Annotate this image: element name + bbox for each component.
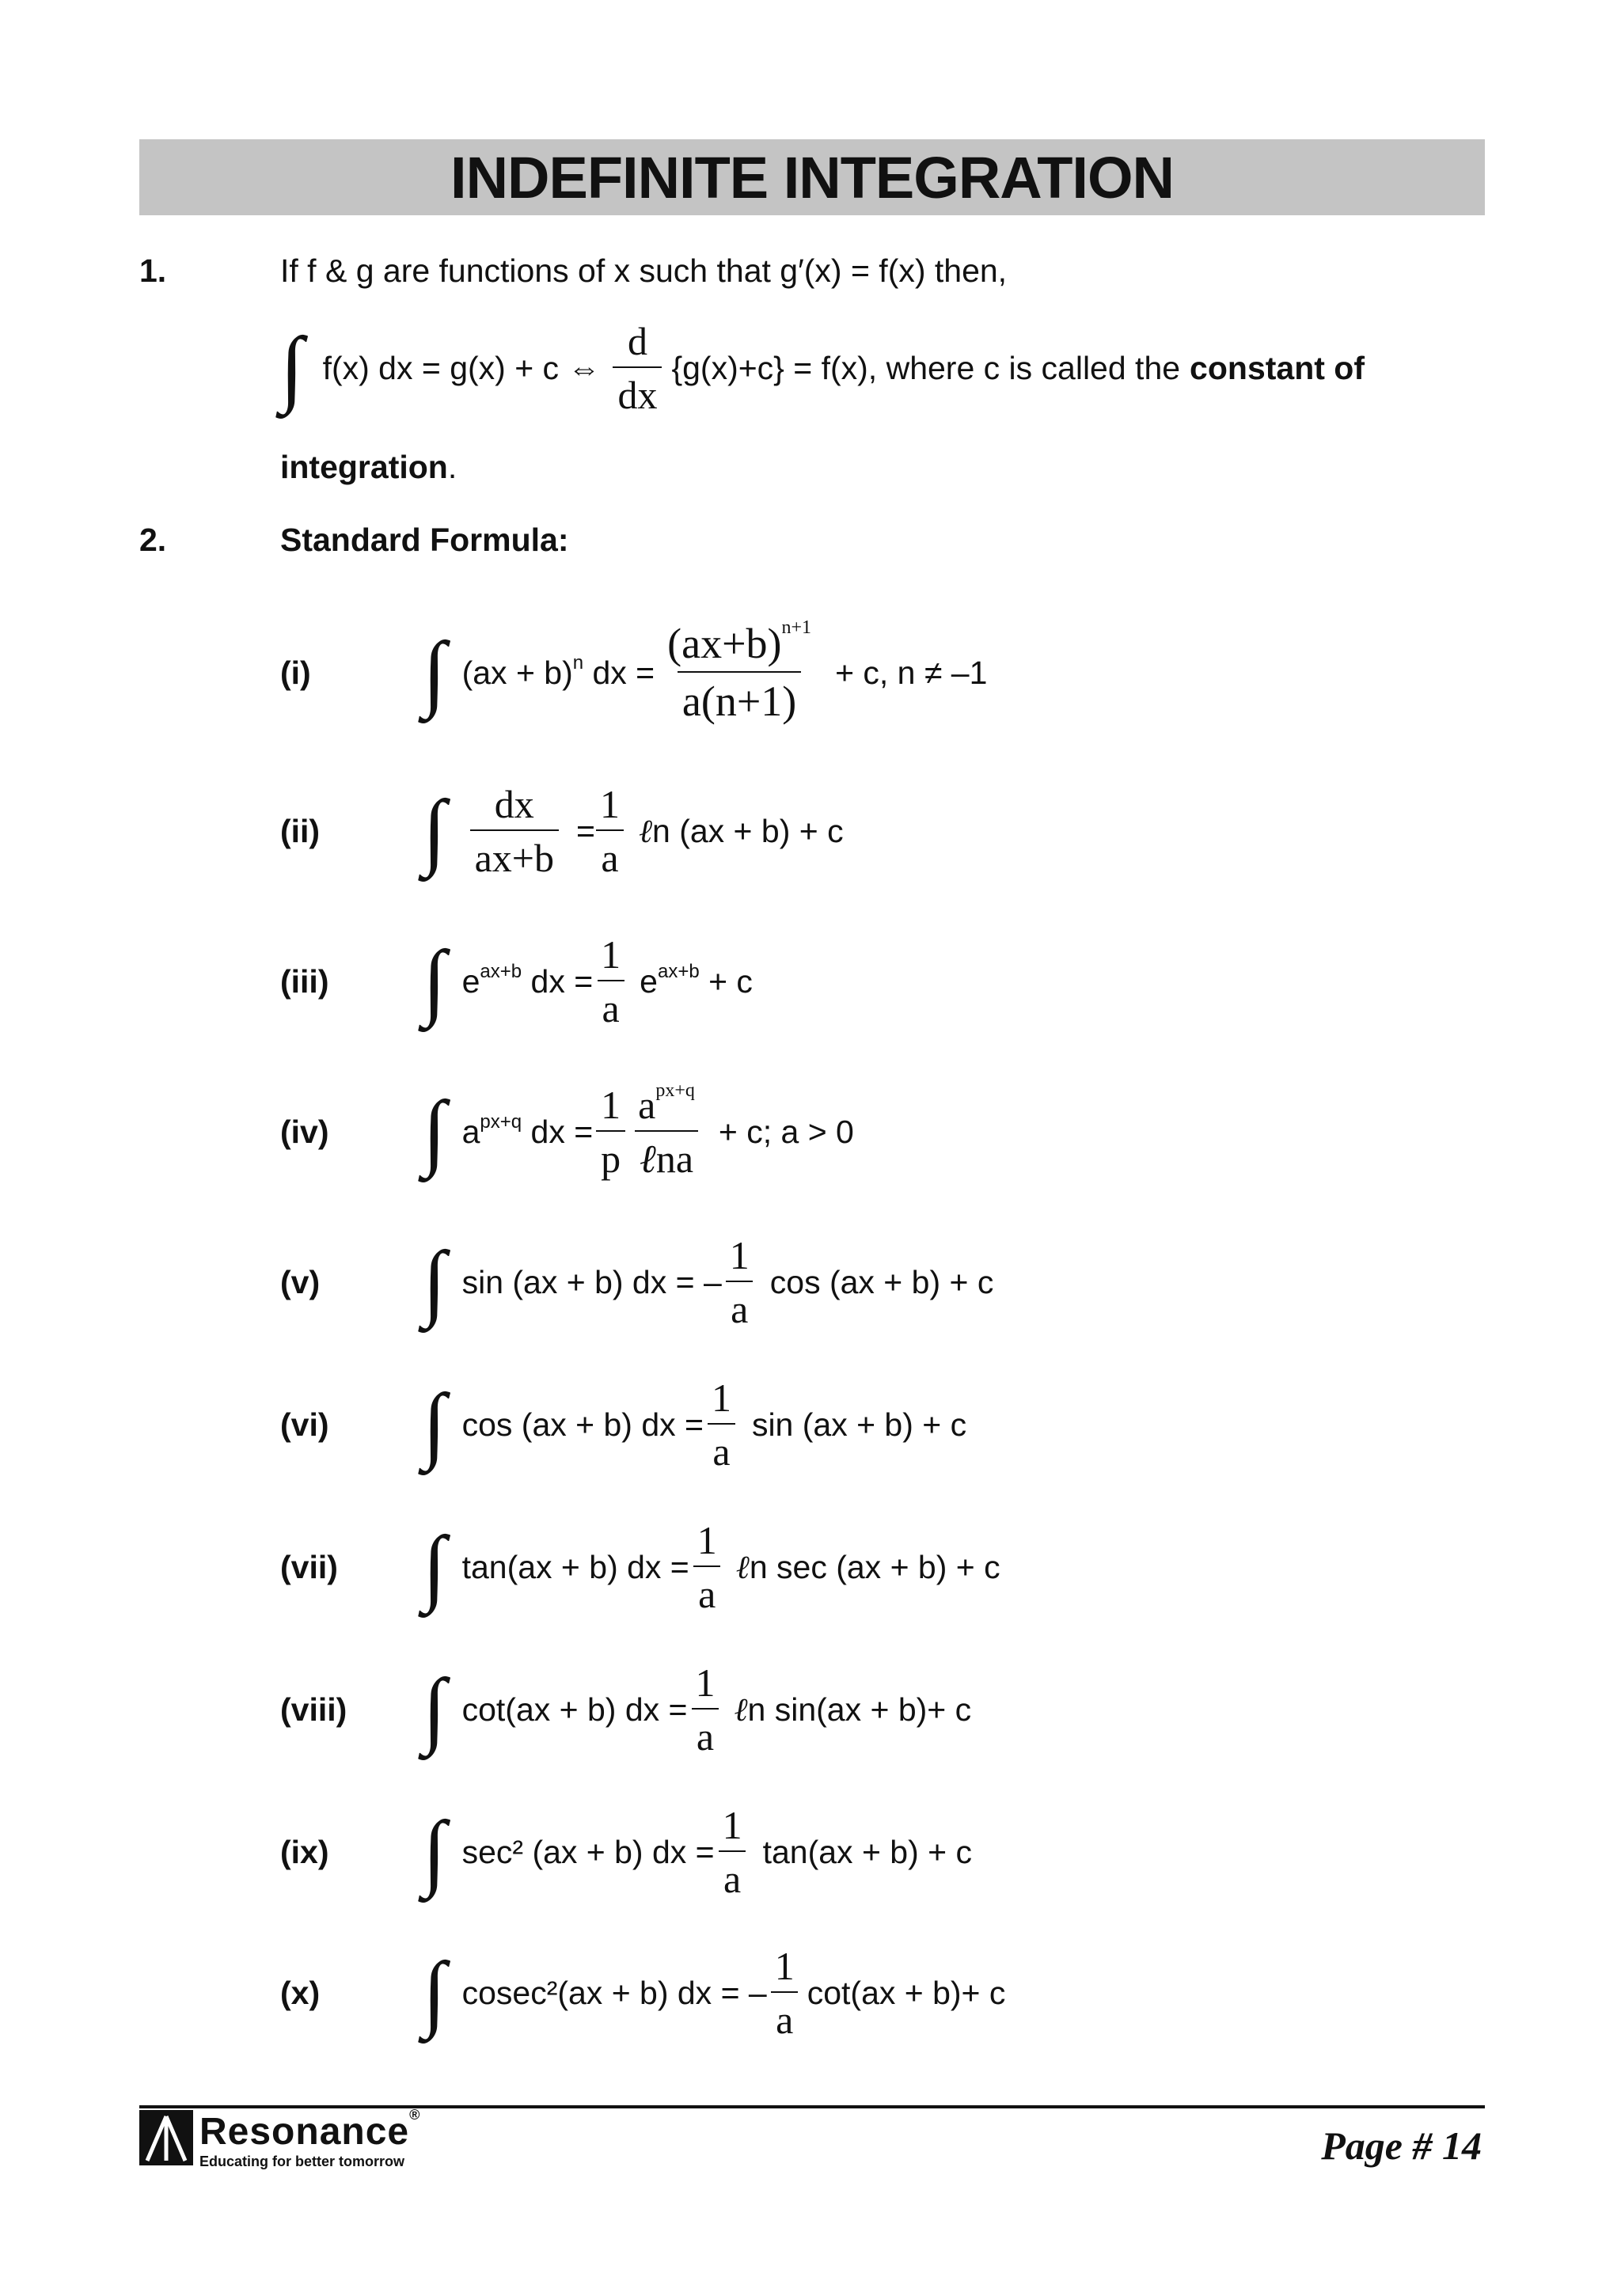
integral-icon: ∫ xyxy=(423,1805,446,1899)
fraction-denominator: p xyxy=(596,1130,625,1180)
result-fraction xyxy=(693,1517,722,1616)
fraction-numerator: 1 xyxy=(729,1232,750,1277)
formula-rhs: tan(ax + b) + c xyxy=(762,1833,972,1870)
formula-label: (v) xyxy=(280,1263,321,1300)
result-fraction xyxy=(662,617,816,725)
lhs-exponent: n xyxy=(572,651,584,674)
numerator-exponent: n+1 xyxy=(781,617,812,639)
formula-label: (vii) xyxy=(280,1548,338,1585)
formula-rhs: {g(x)+c} = f(x), where c is called the xyxy=(671,349,1181,386)
formula-row xyxy=(280,1937,1005,2048)
fraction-denominator: a xyxy=(598,980,624,1030)
footer-logo xyxy=(199,2107,421,2170)
section-1-formula xyxy=(280,318,1365,417)
rhs-base: e xyxy=(640,962,658,1000)
logo-name: Resonance xyxy=(199,2111,410,2153)
resonance-logo-icon xyxy=(139,2110,193,2165)
logo-wordmark xyxy=(199,2107,421,2154)
equals-sign: = xyxy=(575,812,595,849)
lhs-base: (ax + b) xyxy=(461,654,573,691)
formula-row xyxy=(280,1369,966,1480)
formula-bold-term: constant of xyxy=(1190,349,1365,386)
formula-lhs xyxy=(461,651,655,691)
fraction-numerator xyxy=(633,1080,700,1131)
result-fraction xyxy=(690,1662,719,1758)
formula-label: (iii) xyxy=(280,962,329,1000)
formula-lhs: cosec²(ax + b) dx = – xyxy=(461,1974,767,2011)
formula-rhs: sin (ax + b) + c xyxy=(751,1406,967,1443)
formula-lhs: cot(ax + b) dx = xyxy=(461,1691,688,1728)
numerator-exponent: px+q xyxy=(655,1080,695,1101)
section-1-intro: If f & g are functions of x such that g′(x) = f(x) then, xyxy=(280,252,1008,289)
lhs-base: e xyxy=(461,962,480,1000)
period: . xyxy=(447,449,457,485)
rhs-exponent: ax+b xyxy=(657,960,700,982)
formula-rhs: cos (ax + b) + c xyxy=(769,1263,994,1300)
fraction-denominator: a xyxy=(771,1991,798,2041)
fraction-numerator xyxy=(662,617,816,671)
formula-lhs: cos (ax + b) dx = xyxy=(461,1406,704,1443)
registered-mark: ® xyxy=(409,2107,421,2123)
formula-row xyxy=(280,1797,972,1907)
fraction-denominator: a xyxy=(708,1423,735,1473)
formula-label: (x) xyxy=(280,1974,321,2011)
result-fraction xyxy=(725,1232,754,1331)
fraction-numerator: 1 xyxy=(774,1943,795,1988)
page-title: INDEFINITE INTEGRATION xyxy=(450,144,1174,211)
integral-icon: ∫ xyxy=(423,1945,446,2040)
formula-lhs: tan(ax + b) dx = xyxy=(461,1548,689,1585)
formula-row xyxy=(280,1072,854,1191)
integrand-fraction xyxy=(470,781,559,880)
integral-icon: ∫ xyxy=(423,625,446,719)
rhs-text: n (ax + b) + c xyxy=(652,812,844,849)
ell-symbol: ℓ xyxy=(640,1137,656,1181)
fraction-denominator: ax+b xyxy=(470,829,559,879)
fraction-numerator: 1 xyxy=(711,1375,731,1420)
result-fraction xyxy=(596,1084,625,1180)
result-fraction xyxy=(596,934,625,1030)
integral-icon: ∫ xyxy=(423,934,446,1028)
fraction-denominator xyxy=(635,1130,698,1180)
formula-row xyxy=(280,926,753,1037)
denominator-text: na xyxy=(655,1137,694,1181)
footer-divider xyxy=(139,2105,1485,2108)
ell-symbol: ℓ xyxy=(638,812,653,849)
derivative-fraction xyxy=(613,318,662,417)
formula-row xyxy=(280,1512,1000,1622)
result-fraction xyxy=(718,1802,747,1901)
fraction-denominator: a xyxy=(726,1281,753,1330)
formula-rhs xyxy=(640,960,753,1000)
numerator-base: a xyxy=(638,1082,656,1127)
fraction-numerator: 1 xyxy=(601,1082,621,1127)
ell-symbol: ℓ xyxy=(735,1548,750,1585)
formula-lhs xyxy=(461,960,594,1000)
integral-icon: ∫ xyxy=(423,1520,446,1614)
formula-rhs xyxy=(734,1691,972,1728)
fraction-numerator: 1 xyxy=(601,932,621,977)
integral-icon: ∫ xyxy=(423,1084,446,1178)
result-fraction xyxy=(595,781,624,880)
formula-row xyxy=(280,1654,971,1765)
formula-rhs xyxy=(638,812,844,849)
result-fraction xyxy=(707,1377,736,1473)
lhs-tail: dx = xyxy=(522,962,594,1000)
rhs-text: n sin(ax + b)+ c xyxy=(747,1691,972,1728)
fraction-numerator: d xyxy=(627,318,647,363)
fraction-denominator: a xyxy=(719,1850,746,1900)
integral-icon: ∫ xyxy=(423,1662,446,1756)
rhs-text: n sec (ax + b) + c xyxy=(749,1548,1000,1585)
lhs-base: a xyxy=(461,1113,480,1150)
result-fraction xyxy=(770,1945,799,2041)
formula-lhs: sin (ax + b) dx = – xyxy=(461,1263,722,1300)
logo-tagline: Educating for better tomorrow xyxy=(199,2154,405,2169)
integral-icon: ∫ xyxy=(423,1377,446,1471)
formula-lhs: f(x) dx = g(x) + c ⇔ xyxy=(322,349,601,386)
formula-label: (i) xyxy=(280,654,311,691)
integral-icon: ∫ xyxy=(423,784,446,878)
lhs-tail: dx = xyxy=(522,1113,594,1150)
formula-label: (iv) xyxy=(280,1113,329,1150)
formula-rhs: + c; a > 0 xyxy=(718,1113,854,1150)
formula-lhs: sec² (ax + b) dx = xyxy=(461,1833,715,1870)
formula-rhs xyxy=(735,1548,1000,1585)
fraction-numerator: 1 xyxy=(722,1802,742,1847)
section-1-number: 1. xyxy=(139,252,167,289)
formula-label: (ii) xyxy=(280,812,321,849)
formula-label: (ix) xyxy=(280,1833,329,1870)
lhs-exponent: ax+b xyxy=(480,960,522,982)
log-fraction xyxy=(633,1080,700,1181)
fraction-denominator: a xyxy=(596,829,623,879)
fraction-denominator: a(n+1) xyxy=(678,671,801,724)
integral-icon: ∫ xyxy=(280,321,304,415)
ell-symbol: ℓ xyxy=(734,1691,748,1728)
section-1-continuation xyxy=(280,451,457,484)
lhs-exponent: px+q xyxy=(480,1110,522,1133)
fraction-numerator: 1 xyxy=(697,1517,717,1562)
formula-rhs: + c, n ≠ –1 xyxy=(835,654,988,691)
formula-lhs xyxy=(461,1110,594,1150)
fraction-denominator: a xyxy=(693,1565,720,1615)
lhs-tail: dx = xyxy=(583,654,655,691)
formula-label: (vi) xyxy=(280,1406,329,1443)
formula-label: (viii) xyxy=(280,1691,347,1728)
fraction-numerator: dx xyxy=(494,781,534,826)
fraction-numerator: 1 xyxy=(695,1660,716,1705)
formula-rhs: cot(ax + b)+ c xyxy=(807,1974,1006,2011)
formula-row xyxy=(280,1227,993,1338)
integral-icon: ∫ xyxy=(423,1235,446,1329)
numerator-base: (ax+b) xyxy=(667,620,782,668)
fraction-denominator: a xyxy=(692,1708,719,1758)
fraction-denominator: dx xyxy=(613,366,662,416)
bold-term-integration: integration xyxy=(280,449,448,485)
formula-row xyxy=(280,602,987,744)
fraction-numerator: 1 xyxy=(599,781,620,826)
title-bar xyxy=(139,139,1485,215)
rhs-tail: + c xyxy=(699,962,753,1000)
formula-row xyxy=(280,776,844,886)
section-2-number: 2. xyxy=(139,522,167,558)
page-number: Page # 14 xyxy=(1321,2123,1482,2168)
section-2-heading: Standard Formula: xyxy=(280,522,569,558)
